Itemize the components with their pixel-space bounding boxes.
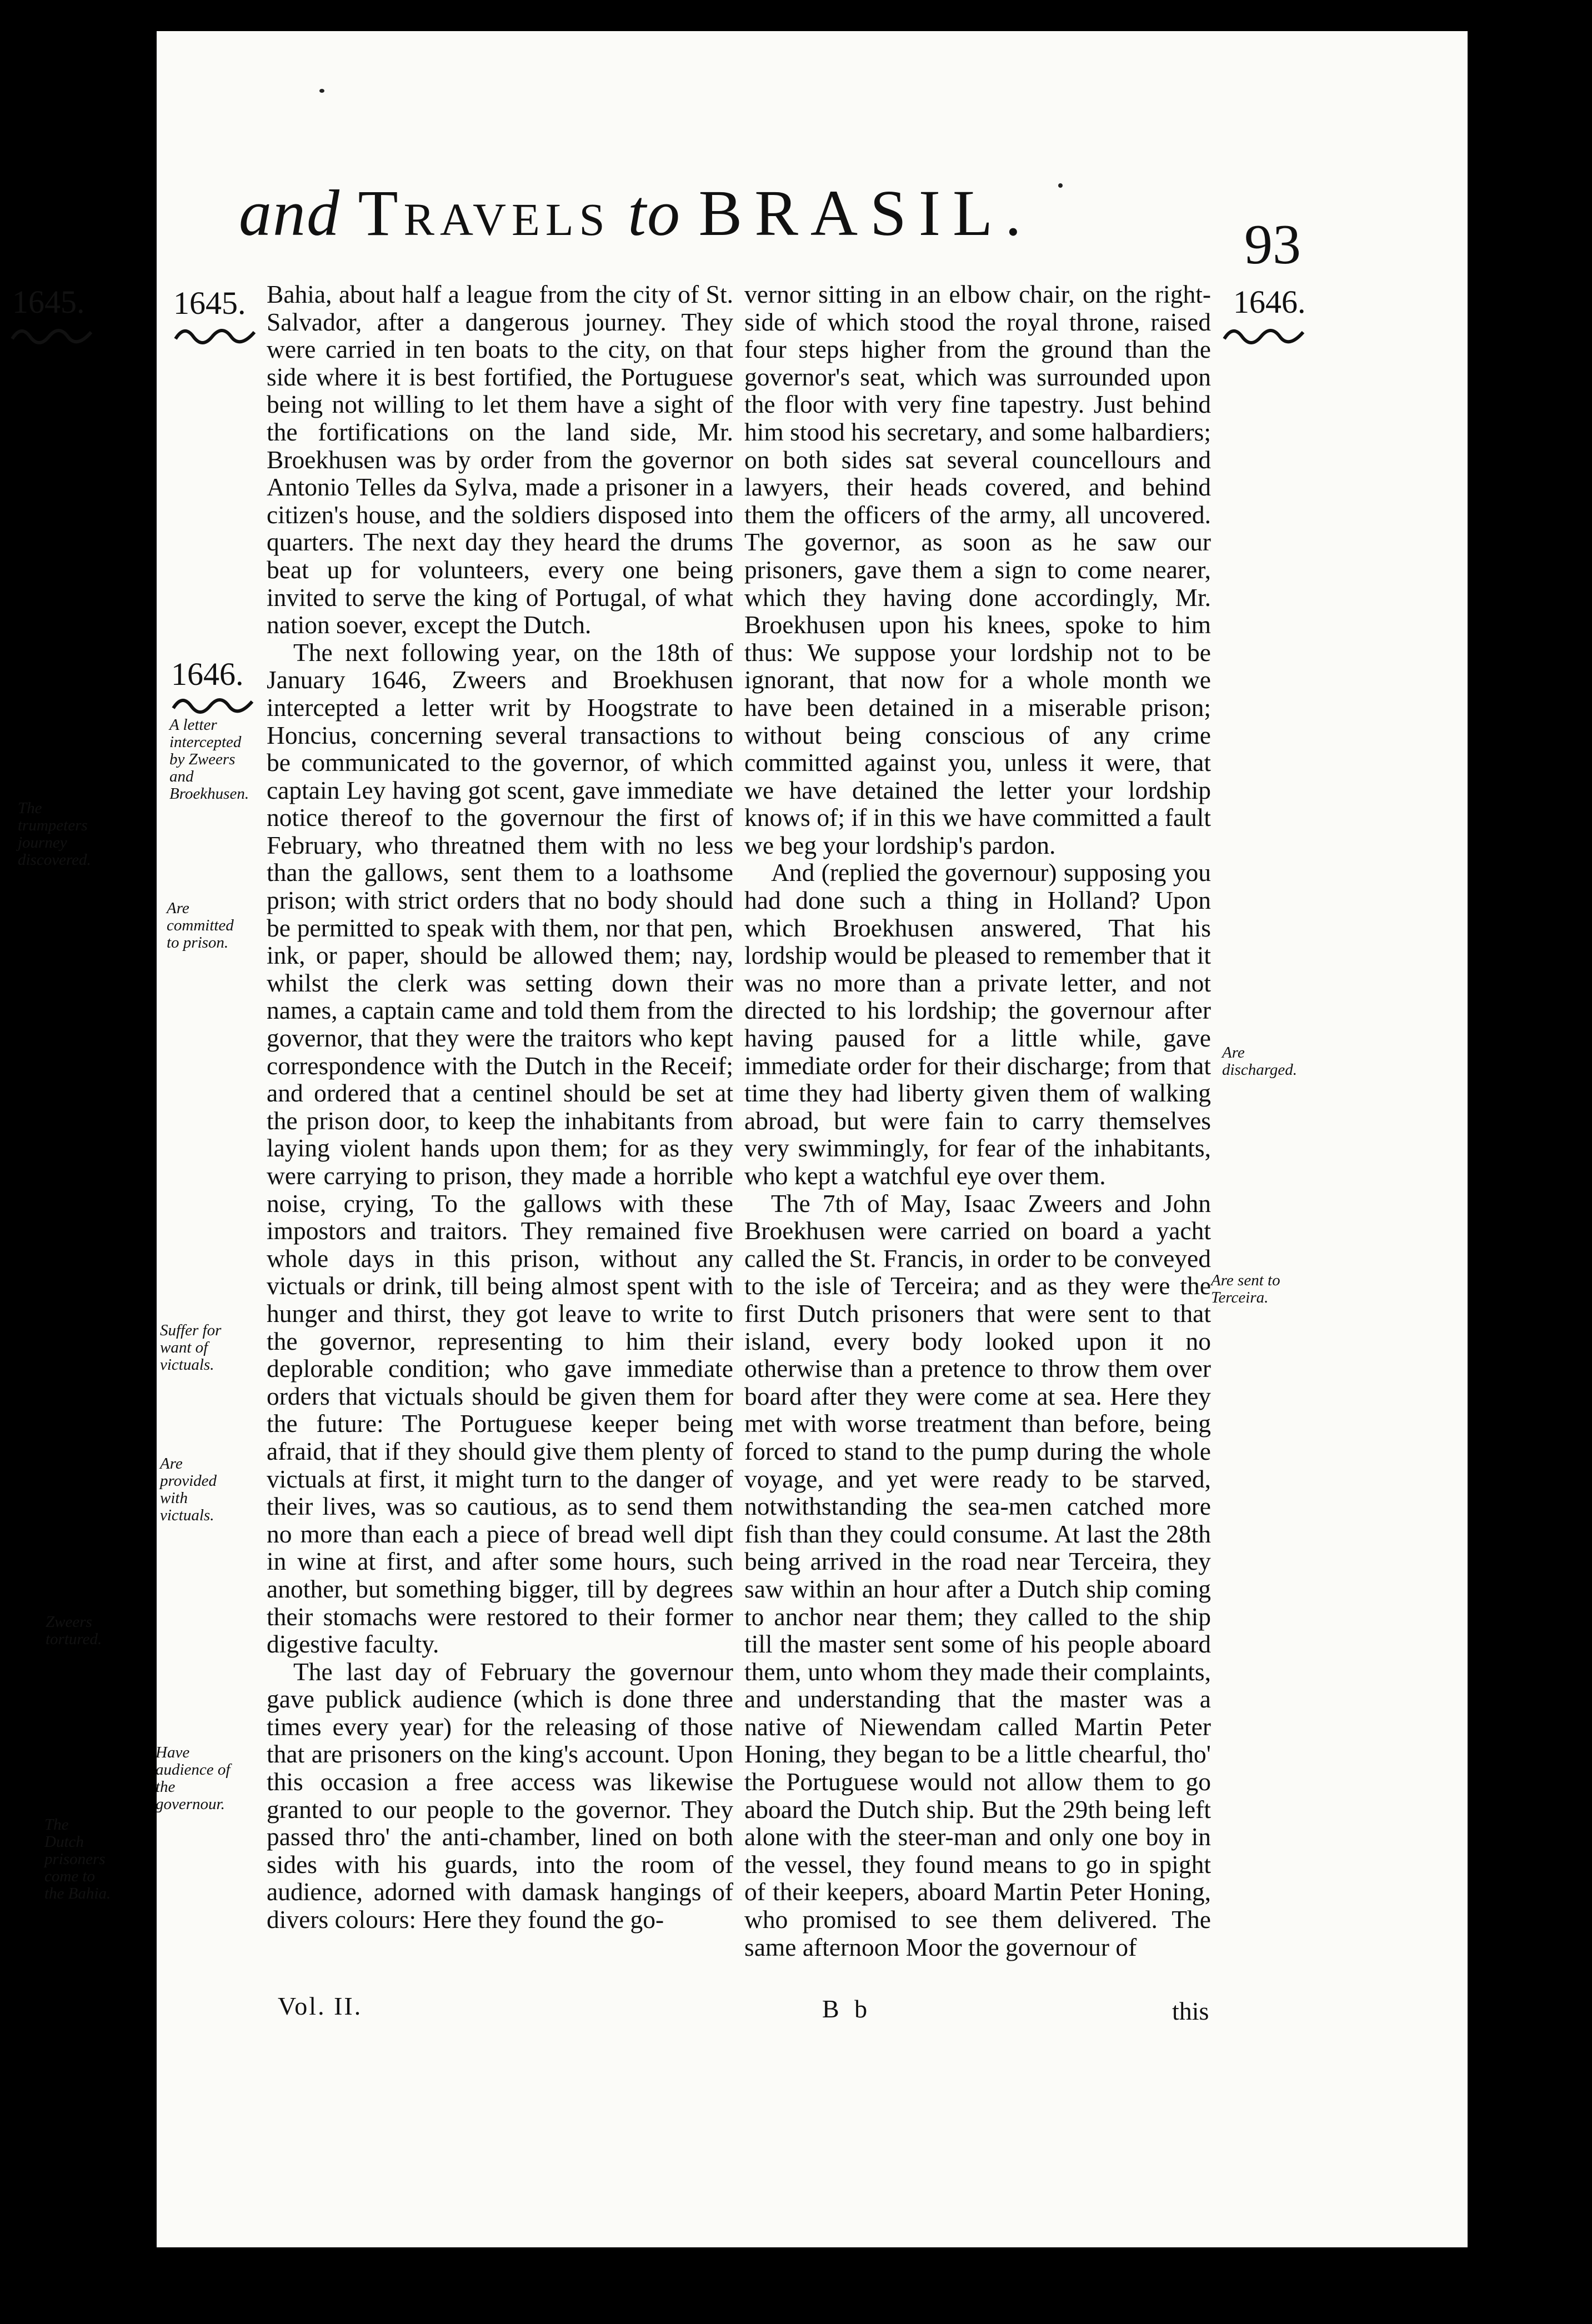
- paragraph: Bahia, about half a league from the city of St. Salvador, after a dangerous journey. They were carried in ten boats to the city, on that side where it is best fortified, the Portuguese being not willing to let them have a sight of the fortifications on the land side, Mr. Broekhusen was by order from the governor Antonio Telles da Sylva, made a prisoner in a citizen's house, and the soldiers disposed into quarters. The next day they heard the drums beat up for volunteers, every one being invited to serve the king of Portugal, of what nation soever, except the Dutch.: [267, 280, 733, 639]
- col1-year-top: 1645.: [173, 285, 246, 321]
- margin-note-audience: Have audience of the governour.: [156, 1744, 231, 1813]
- paragraph: vernor sitting in an elbow chair, on the right-side of which stood the royal throne, raised four steps higher from the ground than the governor's seat, which was surrounded upon the floor with very fine tapestry. Just behind him stood his secretary, and some halbardiers; on both sides sat several councellours and lawyers, their heads covered, and behind them the officers of the army, all uncovered. The governor, as soon as he saw our prisoners, gave them a sign to come nearer, which they having done accordingly, Mr. Broekhusen upon his knees, spoke to him thus: We suppose your lordship not to be ignorant, that now for a whole month we have been detained in a miserable prison; without being conscious of any crime committed against you, unless it were, that we have detained the letter your lordship knows of; if in this we have committed a fault we beg your lordship's pardon.: [744, 280, 1211, 859]
- margin-note-letter: A letter intercepted by Zweers and Broekhusen.: [169, 716, 249, 803]
- text-column-left: [267, 281, 733, 1934]
- margin-note-discharged: Are discharged.: [1222, 1044, 1298, 1079]
- volume-number: Vol. II.: [278, 1992, 363, 2020]
- catchword: this: [1172, 1997, 1209, 2025]
- margin-note-terceira: Are sent to Terceira.: [1211, 1271, 1280, 1306]
- paragraph: The next following year, on the 18th of January 1646, Zweers and Broekhusen intercepted a letter writ by Hoogstrate to Honcius, concerning several transactions to be communicated to the governor, of which captain Ley having got scent, gave immediate notice thereof to the governour the first of February, who threatned them with no less than the gallows, sent them to a loathsome prison; with strict orders that no body should be permitted to speak with them, nor that pen, ink, or paper, should be allowed them; nay, whilst the clerk was setting down their names, a captain came and told them from the governor, that they were the traitors who kept correspondence with the Dutch in the Receif; and ordered that a centinel should be set at the prison door, to keep the inhabitants from laying violent hands upon them; for as they were carrying to prison, they made a horrible noise, crying, To the gallows with these impostors and traitors. They remained five whole days in this prison, without any victuals or drink, till being almost spent with hunger and thirst, they got leave to write to the governor, representing to him their deplorable condition; who gave immediate orders that victuals should be given them for the future: The Portuguese keeper being afraid, that if they should give them plenty of victuals at first, it might turn to the danger of their lives, was so cautious, as to send them no more than each a piece of bread well dipt in wine at first, and after some hours, such another, but something bigger, till by degrees their stomachs were restored to their former digestive faculty.: [267, 638, 733, 1659]
- text-column-right: [744, 281, 1211, 1961]
- running-head: [239, 176, 1105, 264]
- paragraph: And (replied the governour) supposing you had done such a thing in Holland? Upon which Broekhusen answered, That his lordship would be pleased to remember that it was no more than a private letter, and not directed to his lordship; the governour after having paused for a little while, gave immediate order for their discharge; from that time they had liberty given them of walking abroad, but were fain to carry themselves very swimmingly, for fear of the inhabitants, who kept a watchful eye over them.: [744, 858, 1211, 1190]
- margin-note-suffer: Suffer for want of victuals.: [160, 1321, 222, 1374]
- swash-ornament-icon: [10, 322, 93, 347]
- paragraph: The last day of February the governour gave publick audience (which is done three times every year) for the releasing of those that are prisoners on the king's account. Upon this occasion a free access was likewise granted to our people to the governor. They passed thro' the anti-chamber, lined on both sides with his guards, into the room of audience, adorned with damask hangings of divers colours: Here they found the go-: [267, 1657, 733, 1934]
- running-title: and Travels to BRASIL.: [239, 177, 1034, 249]
- signature-mark: B b: [822, 1995, 872, 2023]
- swash-ornament-icon: [1222, 322, 1305, 347]
- paragraph: The 7th of May, Isaac Zweers and John Broekhusen were carried on board a yacht called the St. Francis, in order to be conveyed to the isle of Terceira; and as they were the first Dutch prisoners that were sent to that island, every body looked upon it no otherwise than a pretence to throw them over board after they were come at sea. Here they met with worse treatment than before, being forced to stand to the pump during the whole voyage, and yet were ready to be starved, notwithstanding the sea-men catched more fish than they could consume. At last the 28th being arrived in the road near Terceira, they saw within an hour after a Dutch ship coming to anchor near them; they called to the ship till the master sent some of his people aboard them, unto whom they made their complaints, and understanding that the master was a native of Niewendam called Martin Peter Honing, they began to be a little chearful, tho' the Portuguese would not allow them to go aboard the Dutch ship. But the 29th being left alone with the steer-man and only one boy in the vessel, they found means to go in spight of their keepers, aboard Martin Peter Honing, who promised to see them delivered. The same afternoon Moor the governour of: [744, 1189, 1211, 1961]
- margin-note-tortured: Zweers tortured.: [46, 1613, 102, 1648]
- margin-note-prison: Are committed to prison.: [167, 899, 234, 951]
- margin-year-left: 1645.: [12, 284, 85, 320]
- margin-note-provided: Are provided with victuals.: [160, 1455, 217, 1524]
- ink-speck: [1058, 183, 1063, 188]
- swash-ornament-icon: [173, 322, 257, 347]
- margin-note-dutch-prisoners: The Dutch prisoners come to the Bahia.: [44, 1816, 111, 1902]
- page-number: 93: [1244, 213, 1301, 276]
- col1-year-second: 1646.: [171, 656, 244, 692]
- swash-ornament-icon: [171, 692, 254, 716]
- ink-speck: [319, 89, 324, 93]
- margin-year-right: 1646.: [1233, 284, 1306, 320]
- margin-note-trumpeters: The trumpeters journey discovered.: [18, 799, 91, 869]
